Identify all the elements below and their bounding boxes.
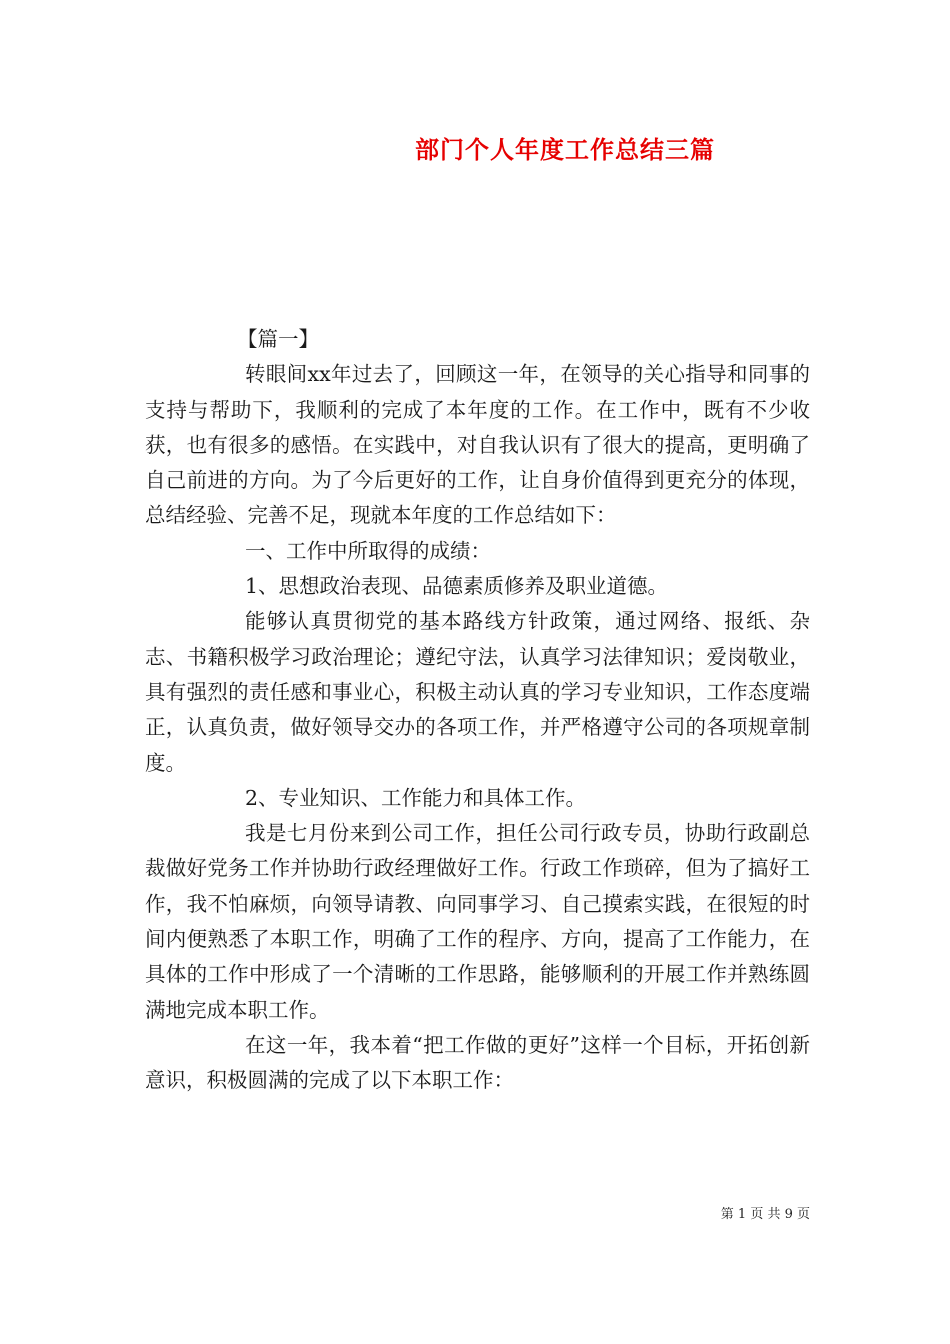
subheading-professional: 2、专业知识、工作能力和具体工作。 — [245, 785, 587, 810]
paragraph-professional: 我是七月份来到公司工作，担任公司行政专员，协助行政副总裁做好党务工作并协助行政经理做好工作。行政工作琐碎，但为了搞好工作，我不怕麻烦，向领导请教、向同事学习、自己摸索实践，在很短的时间内便熟悉了本职工作，明确了工作的程序、方向，提高了工作能力，在具体的工作中形成了一个清晰的工作思路，能够顺利的开展工作并熟练圆满地完成本职工作。 — [145, 821, 810, 1022]
subheading-political: 1、思想政治表现、品德素质修养及职业道德。 — [245, 574, 669, 599]
paragraph-goal: 在这一年，我本着“把工作做的更好”这样一个目标，开拓创新意识，积极圆满的完成了以下本职工作： — [145, 1032, 810, 1093]
document-body — [145, 322, 810, 1099]
heading-achievements: 一、工作中所取得的成绩： — [245, 538, 491, 563]
section-label: 【篇一】 — [237, 327, 319, 351]
paragraph-intro: 转眼间xx年过去了，回顾这一年，在领导的关心指导和同事的支持与帮助下，我顺利的完成了本年度的工作。在工作中，既有不少收获，也有很多的感悟。在实践中，对自我认识有了很大的提高，更明确了自己前进的方向。为了今后更好的工作，让自身价值得到更充分的体现，总结经验、完善不足，现就本年度的工作总结如下： — [145, 362, 810, 528]
document-title: 部门个人年度工作总结三篇 — [415, 135, 715, 164]
page-footer: 第 1 页 共 9 页 — [720, 1207, 810, 1222]
paragraph-political: 能够认真贯彻党的基本路线方针政策，通过网络、报纸、杂志、书籍积极学习政治理论；遵纪守法，认真学习法律知识；爱岗敬业，具有强烈的责任感和事业心，积极主动认真的学习专业知识，工作态度端正，认真负责，做好领导交办的各项工作，并严格遵守公司的各项规章制度。 — [145, 609, 810, 775]
